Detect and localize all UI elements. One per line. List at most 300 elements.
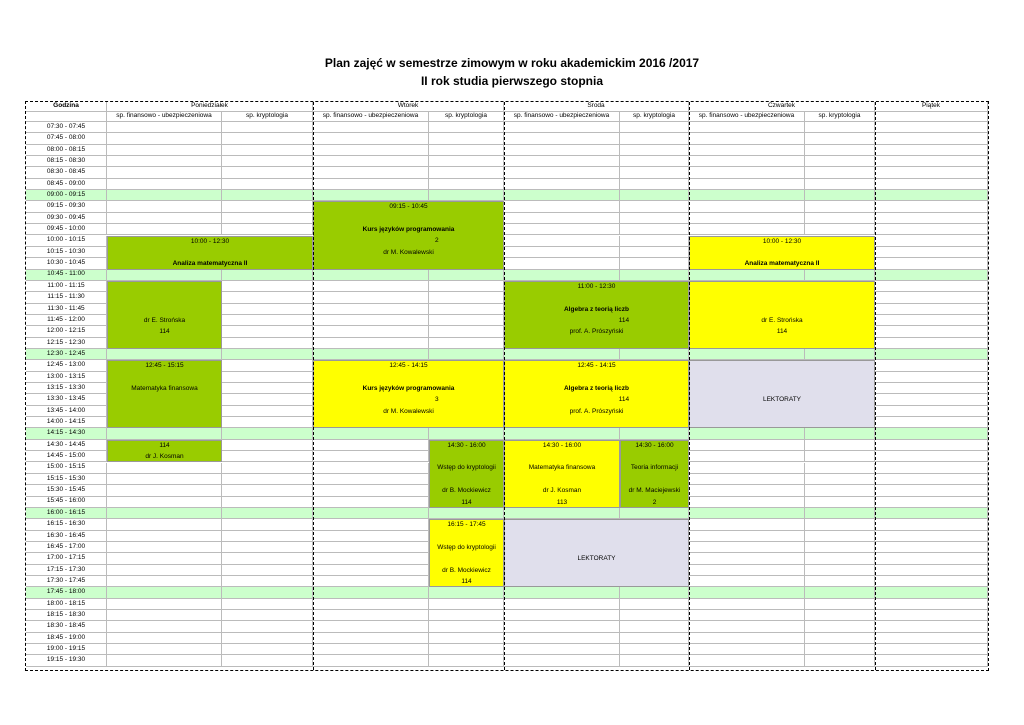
slot-cell — [805, 428, 875, 439]
class-block-text: Matematyka finansowa — [528, 464, 596, 472]
class-block-text: prof. A. Prószyński — [569, 328, 624, 336]
slot-cell — [222, 213, 313, 224]
slot-cell — [875, 304, 988, 315]
class-block-text: 12:45 - 15:15 — [145, 362, 184, 370]
slot-cell — [313, 565, 429, 576]
slot-cell — [620, 122, 689, 133]
slot-cell — [504, 587, 620, 598]
slot-cell — [429, 655, 504, 666]
spec-header: sp. kryptologia — [805, 112, 875, 122]
class-block-text: 16:15 - 17:45 — [447, 521, 486, 529]
slot-cell — [875, 372, 988, 383]
slot-cell — [313, 531, 429, 542]
slot-cell — [107, 201, 222, 212]
slot-cell — [689, 655, 805, 666]
slot-cell — [107, 179, 222, 190]
time-slot-label: 08:00 - 08:15 — [26, 145, 107, 156]
slot-cell — [222, 565, 313, 576]
slot-cell — [689, 179, 805, 190]
slot-cell — [805, 145, 875, 156]
slot-cell — [107, 463, 222, 474]
slot-cell — [313, 281, 429, 292]
class-block-text: 3 — [435, 396, 439, 404]
slot-cell — [689, 519, 805, 530]
slot-cell — [805, 599, 875, 610]
slot-cell — [805, 644, 875, 655]
slot-cell — [313, 599, 429, 610]
slot-cell — [107, 644, 222, 655]
slot-cell — [689, 213, 805, 224]
slot-cell — [805, 122, 875, 133]
slot-cell — [429, 145, 504, 156]
class-block-text: dr M. Kowalewski — [383, 248, 434, 256]
slot-cell — [875, 610, 988, 621]
slot-cell — [805, 451, 875, 462]
time-slot-label: 14:45 - 15:00 — [26, 451, 107, 462]
class-block-text: Analiza matematyczna II — [172, 260, 248, 268]
time-slot-label: 12:45 - 13:00 — [26, 360, 107, 371]
class-block-text: dr J. Kosman — [145, 453, 184, 461]
class-block-text: 12:45 - 14:15 — [577, 362, 616, 370]
day-header: Wtorek — [313, 102, 504, 112]
time-slot-label: 07:30 - 07:45 — [26, 122, 107, 133]
slot-cell — [620, 201, 689, 212]
slot-cell — [805, 474, 875, 485]
slot-cell — [875, 179, 988, 190]
slot-cell — [429, 122, 504, 133]
slot-cell — [689, 508, 805, 519]
slot-cell — [429, 599, 504, 610]
class-block-text: 14:30 - 16:00 — [635, 441, 674, 449]
slot-cell — [805, 201, 875, 212]
slot-cell — [875, 281, 988, 292]
day-header: Czwartek — [689, 102, 875, 112]
slot-cell — [805, 349, 875, 360]
slot-cell — [689, 201, 805, 212]
time-slot-label: 18:00 - 18:15 — [26, 599, 107, 610]
slot-cell — [875, 428, 988, 439]
slot-cell — [313, 553, 429, 564]
class-block-text: 12:45 - 14:15 — [389, 362, 428, 370]
slot-cell — [222, 281, 313, 292]
slot-cell — [805, 213, 875, 224]
time-slot-label: 12:30 - 12:45 — [26, 349, 107, 360]
slot-cell — [875, 587, 988, 598]
slot-cell — [504, 508, 620, 519]
slot-cell — [107, 508, 222, 519]
slot-cell — [429, 326, 504, 337]
class-block-text: 2 — [435, 237, 439, 245]
class-block-text: Algebra z teorią liczb — [563, 305, 630, 313]
slot-cell — [429, 508, 504, 519]
spec-header: sp. finansowo - ubezpieczeniowa — [504, 112, 620, 122]
class-block-text: dr M. Kowalewski — [383, 407, 434, 415]
slot-cell — [313, 451, 429, 462]
slot-cell — [689, 531, 805, 542]
class-block-text: Teoria informacji — [630, 464, 679, 472]
time-slot-label: 15:30 - 15:45 — [26, 485, 107, 496]
class-block-text: dr E. Strońska — [143, 316, 186, 324]
slot-cell — [689, 451, 805, 462]
slot-cell — [620, 133, 689, 144]
slot-cell — [222, 224, 313, 235]
class-block — [107, 360, 222, 428]
slot-cell — [875, 633, 988, 644]
slot-cell — [875, 599, 988, 610]
time-slot-label: 16:30 - 16:45 — [26, 531, 107, 542]
slot-cell — [875, 133, 988, 144]
slot-cell — [313, 179, 429, 190]
slot-cell — [222, 360, 313, 371]
slot-cell — [875, 360, 988, 371]
slot-cell — [504, 190, 620, 201]
slot-cell — [504, 213, 620, 224]
slot-cell — [313, 610, 429, 621]
slot-cell — [313, 485, 429, 496]
slot-cell — [689, 565, 805, 576]
slot-cell — [689, 485, 805, 496]
slot-cell — [504, 145, 620, 156]
day-separator — [689, 102, 690, 670]
class-block — [504, 519, 689, 587]
slot-cell — [875, 224, 988, 235]
slot-cell — [107, 156, 222, 167]
time-slot-label: 08:15 - 08:30 — [26, 156, 107, 167]
time-slot-label: 18:15 - 18:30 — [26, 610, 107, 621]
slot-cell — [504, 621, 620, 632]
slot-cell — [313, 156, 429, 167]
class-block-text: 10:00 - 12:30 — [190, 237, 230, 245]
slot-cell — [222, 576, 313, 587]
slot-cell — [504, 247, 620, 258]
spec-header: sp. kryptologia — [620, 112, 689, 122]
slot-cell — [805, 440, 875, 451]
class-block — [620, 440, 689, 508]
class-block — [429, 519, 504, 587]
slot-cell — [504, 428, 620, 439]
slot-cell — [875, 621, 988, 632]
slot-cell — [313, 474, 429, 485]
slot-cell — [875, 576, 988, 587]
slot-cell — [222, 508, 313, 519]
slot-cell — [429, 633, 504, 644]
class-block-text: 114 — [461, 498, 472, 506]
slot-cell — [805, 633, 875, 644]
time-slot-label: 09:45 - 10:00 — [26, 224, 107, 235]
time-slot-label: 08:30 - 08:45 — [26, 167, 107, 178]
slot-cell — [107, 531, 222, 542]
slot-cell — [875, 655, 988, 666]
slot-cell — [875, 270, 988, 281]
slot-cell — [620, 349, 689, 360]
slot-cell — [222, 406, 313, 417]
class-block-text: LEKTORATY — [762, 396, 802, 404]
slot-cell — [222, 292, 313, 303]
slot-cell — [429, 644, 504, 655]
slot-cell — [689, 497, 805, 508]
hour-header-sub — [26, 112, 107, 122]
slot-cell — [313, 338, 429, 349]
slot-cell — [805, 587, 875, 598]
slot-cell — [689, 190, 805, 201]
schedule-table — [25, 101, 989, 671]
slot-cell — [875, 167, 988, 178]
class-block-text: 113 — [556, 498, 568, 506]
slot-cell — [222, 145, 313, 156]
slot-cell — [222, 201, 313, 212]
class-block-text: 14:30 - 16:00 — [447, 441, 486, 449]
spec-header: sp. finansowo - ubezpieczeniowa — [107, 112, 222, 122]
day-header: Środa — [504, 102, 689, 112]
slot-cell — [689, 145, 805, 156]
slot-cell — [107, 565, 222, 576]
slot-cell — [107, 553, 222, 564]
slot-cell — [107, 122, 222, 133]
slot-cell — [875, 394, 988, 405]
slot-cell — [620, 258, 689, 269]
slot-cell — [313, 122, 429, 133]
slot-cell — [429, 304, 504, 315]
slot-cell — [689, 122, 805, 133]
class-block-text: 114 — [159, 441, 170, 449]
slot-cell — [107, 519, 222, 530]
slot-cell — [620, 224, 689, 235]
slot-cell — [222, 372, 313, 383]
slot-cell — [689, 576, 805, 587]
slot-cell — [620, 644, 689, 655]
time-slot-label: 11:30 - 11:45 — [26, 304, 107, 315]
slot-cell — [504, 258, 620, 269]
spec-header: sp. kryptologia — [429, 112, 504, 122]
time-slot-label: 11:45 - 12:00 — [26, 315, 107, 326]
slot-cell — [620, 179, 689, 190]
time-slot-label: 17:30 - 17:45 — [26, 576, 107, 587]
slot-cell — [222, 304, 313, 315]
slot-cell — [504, 133, 620, 144]
slot-cell — [875, 440, 988, 451]
slot-cell — [222, 326, 313, 337]
slot-cell — [689, 133, 805, 144]
slot-cell — [875, 565, 988, 576]
time-slot-label: 10:45 - 11:00 — [26, 270, 107, 281]
time-slot-label: 13:15 - 13:30 — [26, 383, 107, 394]
time-slot-label: 07:45 - 08:00 — [26, 133, 107, 144]
slot-cell — [875, 553, 988, 564]
slot-cell — [107, 349, 222, 360]
slot-cell — [875, 190, 988, 201]
slot-cell — [107, 542, 222, 553]
slot-cell — [875, 258, 988, 269]
slot-cell — [620, 213, 689, 224]
slot-cell — [875, 315, 988, 326]
slot-cell — [313, 428, 429, 439]
slot-cell — [107, 167, 222, 178]
slot-cell — [313, 633, 429, 644]
class-block-text: 11:00 - 12:30 — [577, 282, 616, 290]
slot-cell — [313, 519, 429, 530]
slot-cell — [222, 531, 313, 542]
slot-cell — [107, 576, 222, 587]
slot-cell — [689, 542, 805, 553]
class-block-text: LEKTORATY — [577, 555, 616, 563]
slot-cell — [805, 190, 875, 201]
slot-cell — [689, 270, 805, 281]
slot-cell — [313, 621, 429, 632]
class-block — [107, 440, 222, 463]
slot-cell — [107, 224, 222, 235]
class-block-text: 114 — [461, 578, 472, 585]
time-slot-label: 18:45 - 19:00 — [26, 633, 107, 644]
slot-cell — [107, 270, 222, 281]
slot-cell — [222, 440, 313, 451]
time-slot-label: 13:30 - 13:45 — [26, 394, 107, 405]
slot-cell — [313, 326, 429, 337]
slot-cell — [222, 587, 313, 598]
slot-cell — [222, 383, 313, 394]
day-header: Piątek — [875, 102, 988, 112]
slot-cell — [107, 133, 222, 144]
time-slot-label: 13:00 - 13:15 — [26, 372, 107, 383]
slot-cell — [107, 485, 222, 496]
class-block-text: dr E. Strońska — [761, 316, 803, 324]
slot-cell — [313, 497, 429, 508]
slot-cell — [805, 224, 875, 235]
spec-header: sp. finansowo - ubezpieczeniowa — [689, 112, 805, 122]
slot-cell — [429, 610, 504, 621]
slot-cell — [805, 576, 875, 587]
time-slot-label: 17:45 - 18:00 — [26, 587, 107, 598]
class-block-text: Wstęp do kryptologii — [437, 464, 496, 472]
slot-cell — [805, 565, 875, 576]
slot-cell — [107, 213, 222, 224]
slot-cell — [875, 236, 988, 247]
slot-cell — [805, 156, 875, 167]
class-block — [313, 201, 504, 269]
slot-cell — [689, 349, 805, 360]
slot-cell — [429, 338, 504, 349]
time-slot-label: 12:00 - 12:15 — [26, 326, 107, 337]
slot-cell — [107, 610, 222, 621]
slot-cell — [620, 145, 689, 156]
slot-cell — [875, 247, 988, 258]
slot-cell — [222, 428, 313, 439]
slot-cell — [689, 587, 805, 598]
slot-cell — [429, 281, 504, 292]
slot-cell — [222, 633, 313, 644]
slot-cell — [504, 610, 620, 621]
slot-cell — [504, 270, 620, 281]
slot-cell — [805, 610, 875, 621]
time-slot-label: 16:45 - 17:00 — [26, 542, 107, 553]
slot-cell — [429, 292, 504, 303]
slot-cell — [805, 655, 875, 666]
slot-cell — [313, 440, 429, 451]
slot-cell — [222, 553, 313, 564]
day-separator — [504, 102, 505, 670]
slot-cell — [222, 463, 313, 474]
slot-cell — [620, 587, 689, 598]
class-block-text: 114 — [618, 396, 630, 404]
class-block — [689, 236, 875, 270]
slot-cell — [620, 156, 689, 167]
slot-cell — [689, 621, 805, 632]
time-slot-label: 10:15 - 10:30 — [26, 247, 107, 258]
slot-cell — [222, 270, 313, 281]
time-slot-label: 10:00 - 10:15 — [26, 236, 107, 247]
time-slot-label: 14:30 - 14:45 — [26, 440, 107, 451]
day-separator — [313, 102, 314, 670]
slot-cell — [504, 349, 620, 360]
slot-cell — [875, 201, 988, 212]
time-slot-label: 15:15 - 15:30 — [26, 474, 107, 485]
time-slot-label: 08:45 - 09:00 — [26, 179, 107, 190]
slot-cell — [313, 292, 429, 303]
class-block-text: dr B. Mockiewicz — [442, 487, 491, 495]
class-block-text: 114 — [776, 328, 788, 336]
slot-cell — [222, 394, 313, 405]
slot-cell — [620, 633, 689, 644]
slot-cell — [107, 497, 222, 508]
slot-cell — [429, 190, 504, 201]
class-block — [504, 440, 620, 508]
slot-cell — [875, 463, 988, 474]
slot-cell — [504, 201, 620, 212]
slot-cell — [429, 621, 504, 632]
slot-cell — [875, 508, 988, 519]
slot-cell — [620, 610, 689, 621]
slot-cell — [107, 145, 222, 156]
class-block-text: dr J. Kosman — [542, 487, 582, 495]
time-slot-label: 17:00 - 17:15 — [26, 553, 107, 564]
slot-cell — [689, 428, 805, 439]
slot-cell — [504, 224, 620, 235]
spec-header: sp. kryptologia — [222, 112, 313, 122]
slot-cell — [620, 621, 689, 632]
slot-cell — [222, 338, 313, 349]
slot-cell — [504, 655, 620, 666]
page-subtitle: II rok studia pierwszego stopnia — [420, 74, 604, 88]
slot-cell — [429, 428, 504, 439]
time-slot-label: 11:15 - 11:30 — [26, 292, 107, 303]
slot-cell — [689, 224, 805, 235]
slot-cell — [805, 531, 875, 542]
class-block-text: 10:00 - 12:30 — [762, 237, 802, 245]
slot-cell — [429, 179, 504, 190]
slot-cell — [313, 304, 429, 315]
slot-cell — [313, 270, 429, 281]
slot-cell — [805, 621, 875, 632]
slot-cell — [222, 474, 313, 485]
slot-cell — [875, 417, 988, 428]
slot-cell — [805, 133, 875, 144]
slot-cell — [875, 497, 988, 508]
slot-cell — [689, 553, 805, 564]
slot-cell — [689, 156, 805, 167]
slot-cell — [875, 531, 988, 542]
class-block — [504, 360, 689, 428]
slot-cell — [222, 451, 313, 462]
slot-cell — [107, 599, 222, 610]
class-block — [107, 281, 222, 349]
class-block-text: Kurs języków programowania — [362, 385, 455, 393]
slot-cell — [313, 587, 429, 598]
class-block-text: Wstęp do kryptologii — [437, 543, 496, 551]
time-slot-label: 09:15 - 09:30 — [26, 201, 107, 212]
slot-cell — [875, 213, 988, 224]
slot-cell — [429, 349, 504, 360]
slot-cell — [805, 270, 875, 281]
class-block-text: 09:15 - 10:45 — [389, 203, 428, 211]
